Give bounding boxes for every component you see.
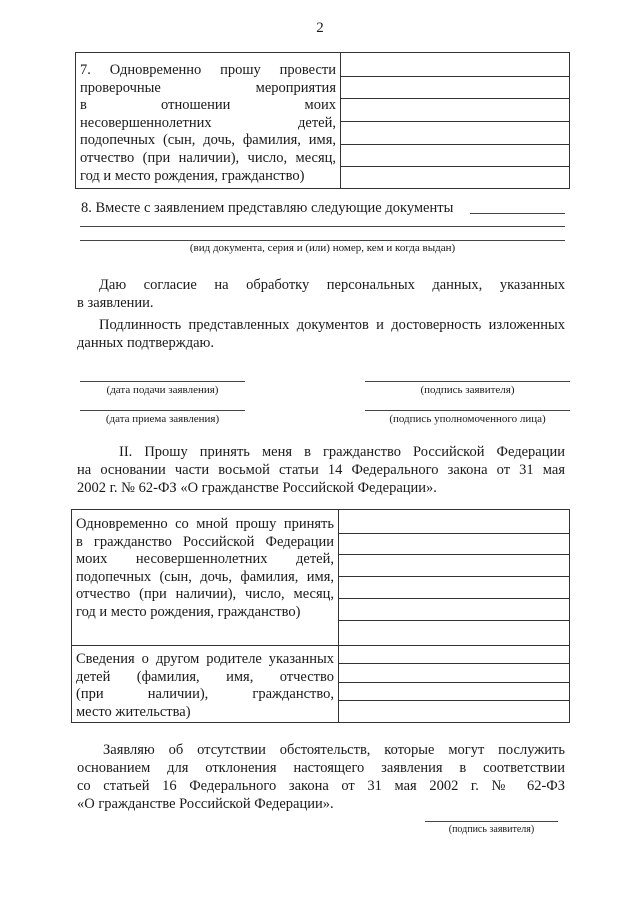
t2-line: Одновременно со мной прошу принять	[76, 516, 334, 532]
final-signature-line[interactable]	[425, 821, 558, 822]
consent-line: в заявлении.	[77, 295, 154, 311]
date-acceptance-line[interactable]	[80, 410, 245, 411]
t2-line: детей (фамилия, имя, отчество	[76, 668, 334, 685]
entry-row[interactable]	[339, 646, 569, 664]
official-signature-line[interactable]	[365, 410, 570, 411]
t2-line: отчество (при наличии), число, месяц,	[76, 586, 334, 603]
t2-line: место жительства)	[76, 703, 191, 720]
t2-line: моих несовершеннолетних детей,	[76, 551, 334, 568]
t1-line: 7. Одновременно прошу провести	[80, 62, 336, 78]
authenticity-line: Подлинность представленных документов и достоверность изложенных	[99, 317, 565, 333]
t1-line: год и место рождения, гражданство)	[80, 167, 305, 184]
documents-line-2[interactable]	[80, 226, 565, 227]
t2-line: подопечных (сын, дочь, фамилия, имя,	[76, 568, 334, 585]
section2-line: II. Прошу принять меня в гражданство Российской Федерации	[119, 444, 565, 460]
consent-line: Даю согласие на обработку персональных данных, указанных	[99, 277, 565, 293]
entry-row[interactable]	[339, 577, 569, 599]
date-submission-caption: (дата подачи заявления)	[106, 384, 219, 396]
t1-line: отчество (при наличии), число, месяц,	[80, 149, 336, 166]
children-with-me-label	[72, 510, 339, 646]
documents-caption: (вид документа, серия и (или) номер, кем и когда выдан)	[189, 242, 456, 254]
page-number: 2	[316, 20, 324, 36]
entry-row[interactable]	[339, 599, 569, 621]
entry-row[interactable]	[339, 683, 569, 701]
applicant-signature-line[interactable]	[365, 381, 570, 382]
entry-row[interactable]	[339, 621, 569, 645]
consent-paragraph	[77, 276, 565, 312]
t2-line: в гражданство Российской Федерации	[76, 533, 334, 550]
other-parent-entries[interactable]	[339, 646, 570, 723]
minor-children-check-label	[76, 53, 341, 189]
t1-line: в отношении моих	[80, 97, 336, 114]
minor-children-check-entries[interactable]	[341, 53, 570, 189]
t1-line: несовершеннолетних детей,	[80, 114, 336, 131]
section2-line: 2002 г. № 62-ФЗ «О гражданстве Российской Федерации».	[77, 480, 437, 496]
final-signature-caption: (подпись заявителя)	[448, 824, 535, 835]
entry-row[interactable]	[339, 555, 569, 577]
t2-line: год и место рождения, гражданство)	[76, 603, 301, 620]
documents-line-3[interactable]	[80, 240, 565, 241]
entry-row[interactable]	[341, 53, 569, 77]
declaration-line: основанием для отклонения настоящего заявления в соответствии	[77, 760, 565, 776]
minor-children-check-table	[75, 52, 570, 189]
entry-row[interactable]	[339, 510, 569, 534]
documents-line-1[interactable]	[470, 213, 565, 214]
authenticity-line: данных подтверждаю.	[77, 335, 214, 351]
date-acceptance-caption: (дата приема заявления)	[105, 413, 220, 425]
entry-row[interactable]	[341, 77, 569, 99]
t2-line: (при наличии), гражданство,	[76, 686, 334, 703]
official-signature-caption: (подпись уполномоченного лица)	[389, 413, 546, 425]
t2-line: Сведения о другом родителе указанных	[76, 651, 334, 667]
entry-row[interactable]	[339, 534, 569, 555]
t1-line: проверочные мероприятия	[80, 79, 336, 96]
entry-row[interactable]	[341, 145, 569, 167]
declaration-paragraph	[77, 741, 565, 813]
naturalization-children-table	[71, 509, 570, 723]
other-parent-label	[72, 646, 339, 723]
authenticity-paragraph	[77, 316, 565, 352]
t1-line: подопечных (сын, дочь, фамилия, имя,	[80, 132, 336, 149]
children-with-me-entries[interactable]	[339, 510, 570, 646]
declaration-line: «О гражданстве Российской Федерации».	[77, 796, 334, 812]
entry-row[interactable]	[339, 664, 569, 683]
item8-text: 8. Вместе с заявлением представляю следующие документы	[81, 200, 454, 216]
entry-row[interactable]	[341, 122, 569, 145]
entry-row[interactable]	[341, 167, 569, 188]
declaration-line: Заявляю об отсутствии обстоятельств, которые могут послужить	[103, 742, 565, 758]
entry-row[interactable]	[339, 701, 569, 721]
section2-line: на основании части восьмой статьи 14 Федерального закона от 31 мая	[77, 462, 565, 478]
applicant-signature-caption: (подпись заявителя)	[420, 384, 515, 396]
entry-row[interactable]	[341, 99, 569, 122]
section2-paragraph	[77, 443, 565, 497]
declaration-line: со статьей 16 Федерального закона от 31 мая 2002 г. № 62-ФЗ	[77, 778, 565, 794]
date-submission-line[interactable]	[80, 381, 245, 382]
